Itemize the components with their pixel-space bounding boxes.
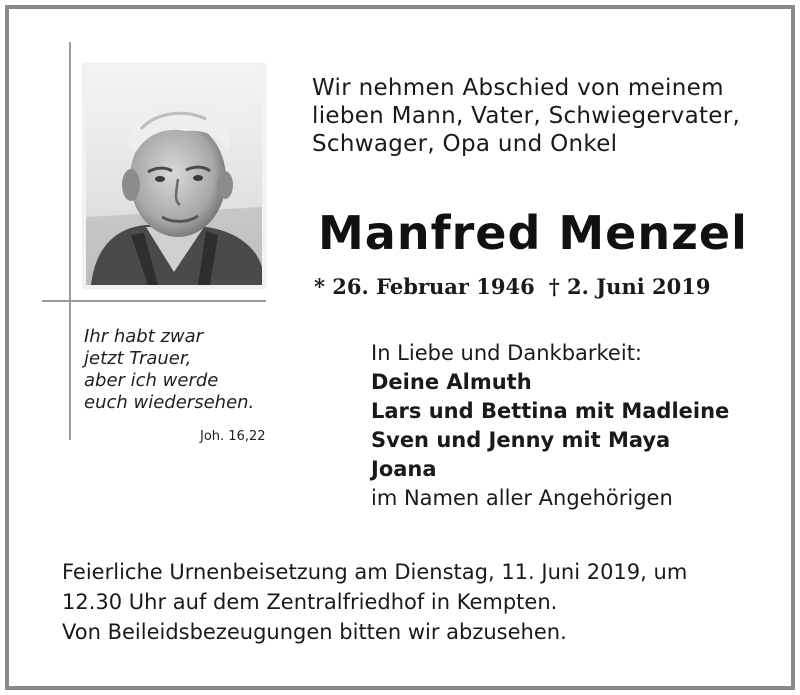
verse-line-4: euch wiedersehen. [84,392,255,413]
cross-vertical-bar [69,42,71,440]
bible-verse [84,326,284,414]
mourners-block [371,339,771,513]
intro-line-1: Wir nehmen Abschied von meinem [312,75,724,101]
verse-line-3: aber ich werde [84,370,219,391]
funeral-details [62,557,762,647]
verse-reference: Joh. 16,22 [200,429,266,444]
funeral-line-2: 12.30 Uhr auf dem Zentralfriedhof in Kempten. [62,590,558,614]
mourner-name: Deine Almuth [371,370,532,394]
mourner-name: Joana [371,457,437,481]
life-dates [314,273,710,301]
cross-horizontal-bar [42,300,266,302]
mourner-name: Sven und Jenny mit Maya [371,428,671,452]
death-date: † 2. Juni 2019 [548,274,711,299]
verse-line-1: Ihr habt zwar [84,326,204,347]
funeral-line-3: Von Beileidsbezeugungen bitten wir abzusehen. [62,620,567,644]
intro-line-2: lieben Mann, Vater, Schwiegervater, [312,103,741,129]
mourners-outro: im Namen aller Angehörigen [371,486,673,510]
birth-date: * 26. Februar 1946 [314,274,535,299]
verse-line-2: jetzt Trauer, [84,348,192,369]
portrait-photo [83,64,265,288]
deceased-name: Manfred Menzel [318,206,748,260]
farewell-intro [312,74,752,158]
funeral-line-1: Feierliche Urnenbeisetzung am Dienstag, 11. Juni 2019, um [62,560,688,584]
mourners-intro: In Liebe und Dankbarkeit: [371,341,643,365]
mourner-name: Lars und Bettina mit Madleine [371,399,730,423]
intro-line-3: Schwager, Opa und Onkel [312,131,618,157]
